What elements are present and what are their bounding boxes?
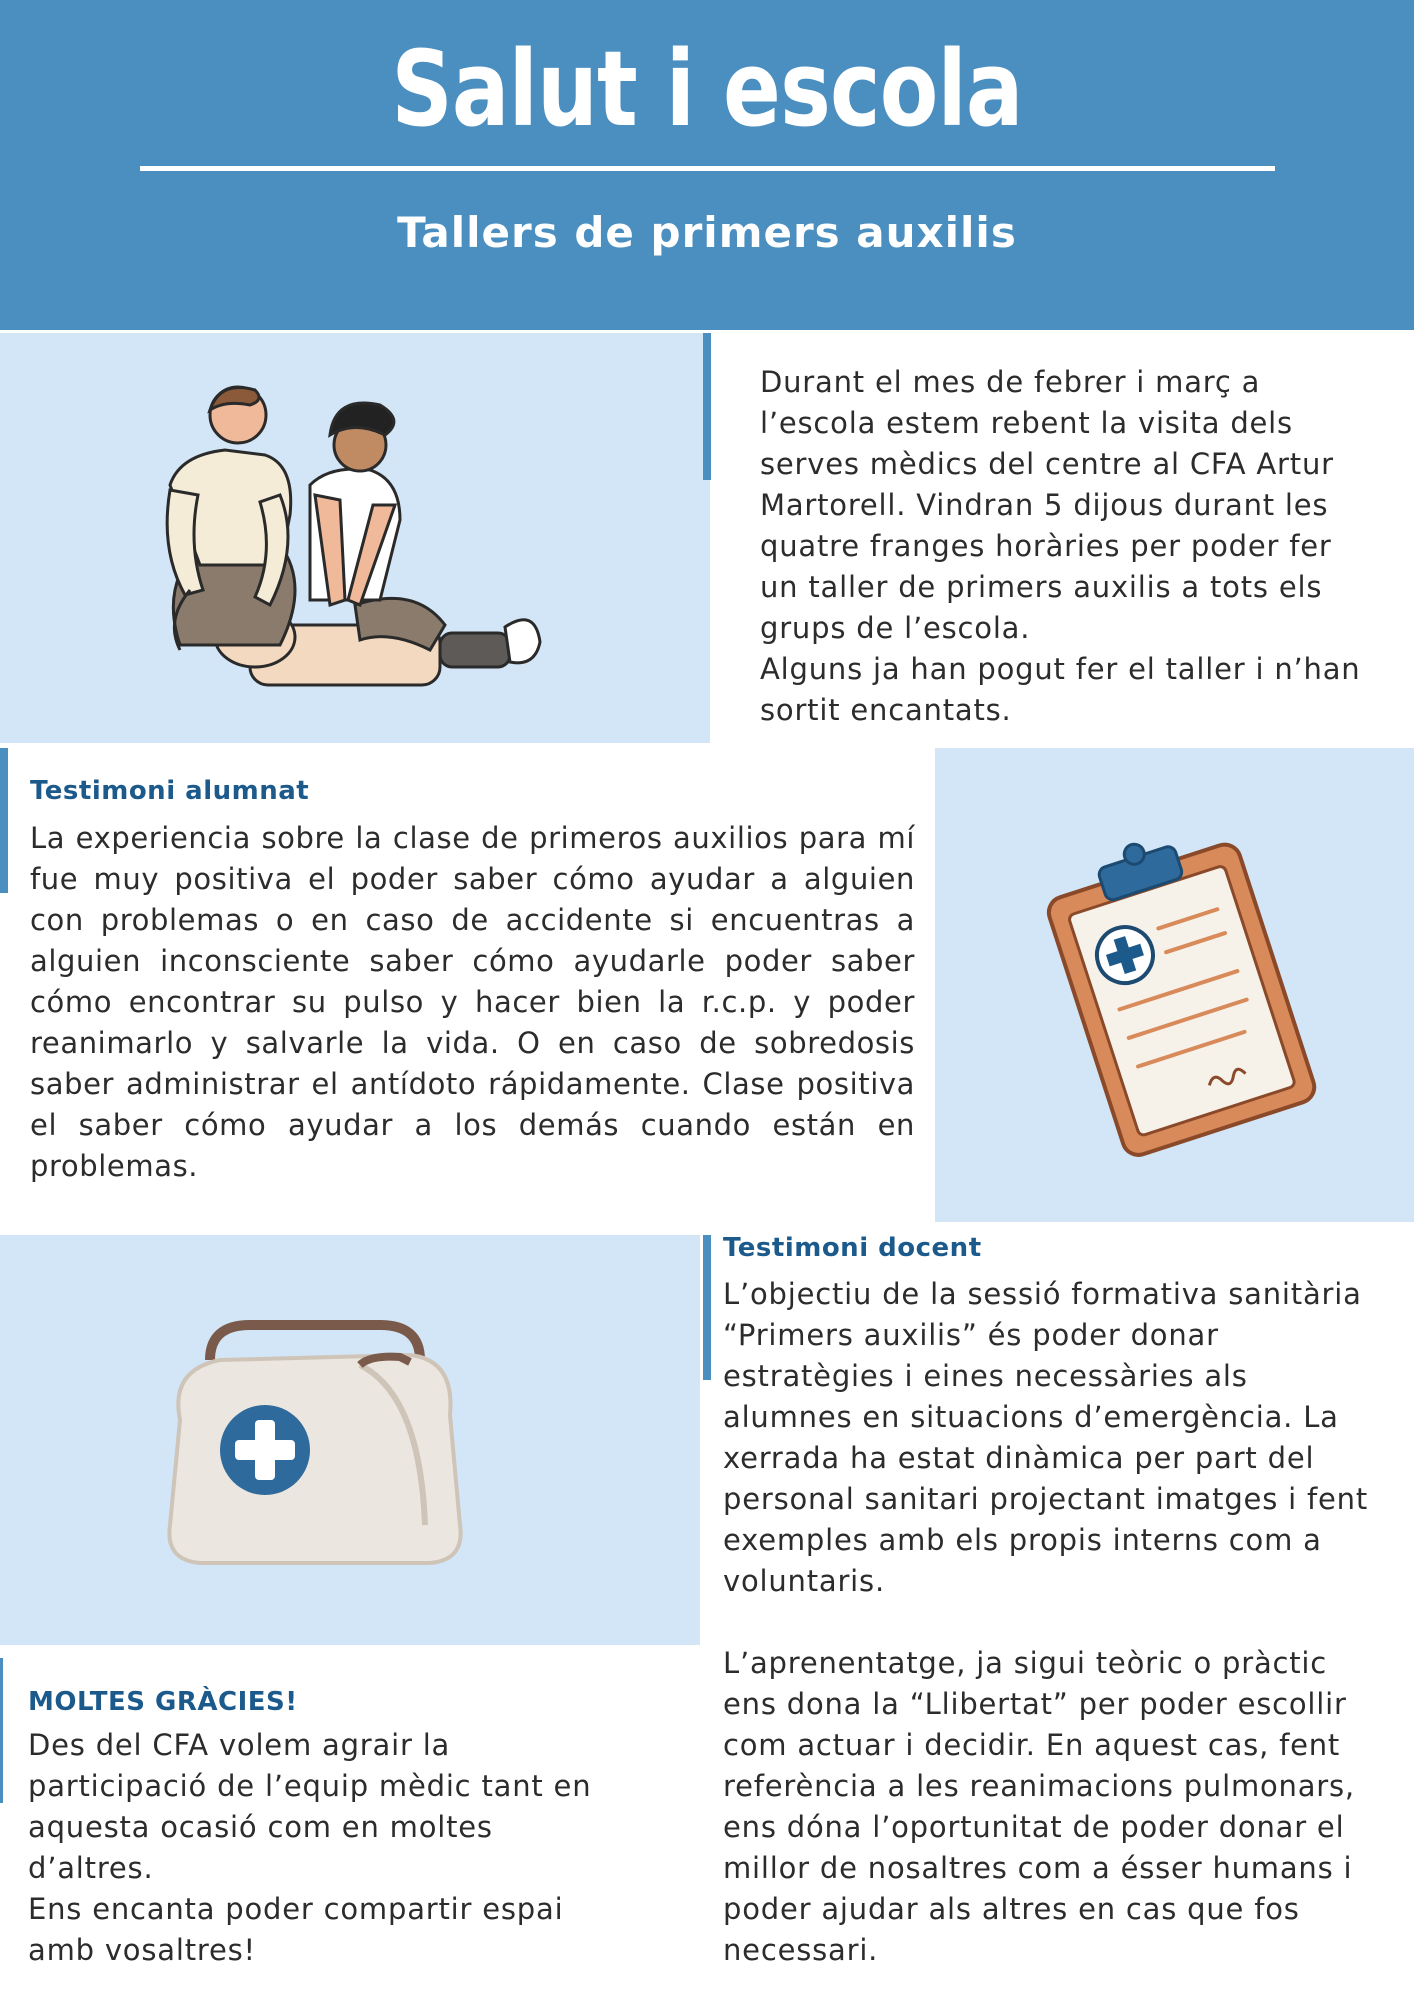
paragraph-spacer xyxy=(723,1602,1378,1643)
teacher-testimony-text xyxy=(723,1274,1378,1971)
student-testimony-heading: Testimoni alumnat xyxy=(30,776,310,806)
intro-text xyxy=(760,362,1375,731)
first-aid-bag-icon xyxy=(160,1300,470,1580)
student-testimony-body: La experiencia sobre la clase de primeros auxilios para mí fue muy positiva el poder saber cómo ayudar a alguien con problemas o en caso de accidente si encuentras a alguien inconsciente saber cómo ayudarle poder saber cómo encontrar su pulso y hacer bien la r.c.p. y poder reanimarlo y salvarle la vida. O en caso de sobredosis saber administrar el antídoto rápidamente. Clase positiva el saber cómo ayudar a los demás cuando están en problemas. xyxy=(30,821,915,1183)
teacher-testimony-heading: Testimoni docent xyxy=(723,1233,982,1263)
instructor-figure xyxy=(167,387,295,650)
intro-accent-bar xyxy=(703,333,711,480)
title-divider xyxy=(140,166,1275,171)
thanks-accent-bar xyxy=(0,1658,3,1803)
thanks-paragraph-2: Ens encanta poder compartir espai amb vosaltres! xyxy=(28,1892,564,1967)
student-figure xyxy=(310,403,445,650)
thanks-heading: MOLTES GRÀCIES! xyxy=(28,1687,298,1717)
header-banner xyxy=(0,0,1414,330)
intro-paragraph-2: Alguns ja han pogut fer el taller i n’han sortit encantats. xyxy=(760,652,1361,727)
intro-paragraph: Durant el mes de febrer i març a l’escola estem rebent la visita dels serves mèdics del centre al CFA Artur Martorell. Vindran 5 dijous durant les quatre franges horàries per poder fer un taller de primers auxilis a tots els grups de l’escola. xyxy=(760,365,1334,645)
cpr-illustration xyxy=(150,375,570,705)
thanks-paragraph-1: Des del CFA volem agrair la participació de l’equip mèdic tant en aquesta ocasió com en moltes d’altres. xyxy=(28,1728,592,1885)
thanks-text xyxy=(28,1725,598,1971)
page-title: Salut i escola xyxy=(391,28,1023,150)
clipboard-icon xyxy=(1030,825,1330,1165)
teacher-paragraph-1: L’objectiu de la sessió formativa sanitària “Primers auxilis” és poder donar estratègies i eines necessàries als alumnes en situacions d’emergència. La xerrada ha estat dinàmica per part del personal sanitari projectant imatges i fent exemples amb els propis interns com a voluntaris. xyxy=(723,1277,1368,1598)
teacher-paragraph-2: L’aprenentatge, ja sigui teòric o pràctic ens dona la “Llibertat” per poder escollir com actuar i decidir. En aquest cas, fent referència a les reanimacions pulmonars, ens dóna l’oportunitat de poder donar el millor de nosaltres com a ésser humans i poder ajudar als altres en cas que fos necessari. xyxy=(723,1646,1355,1967)
teacher-accent-bar xyxy=(703,1235,711,1380)
page-subtitle: Tallers de primers auxilis xyxy=(397,208,1017,257)
student-accent-bar xyxy=(0,748,8,893)
